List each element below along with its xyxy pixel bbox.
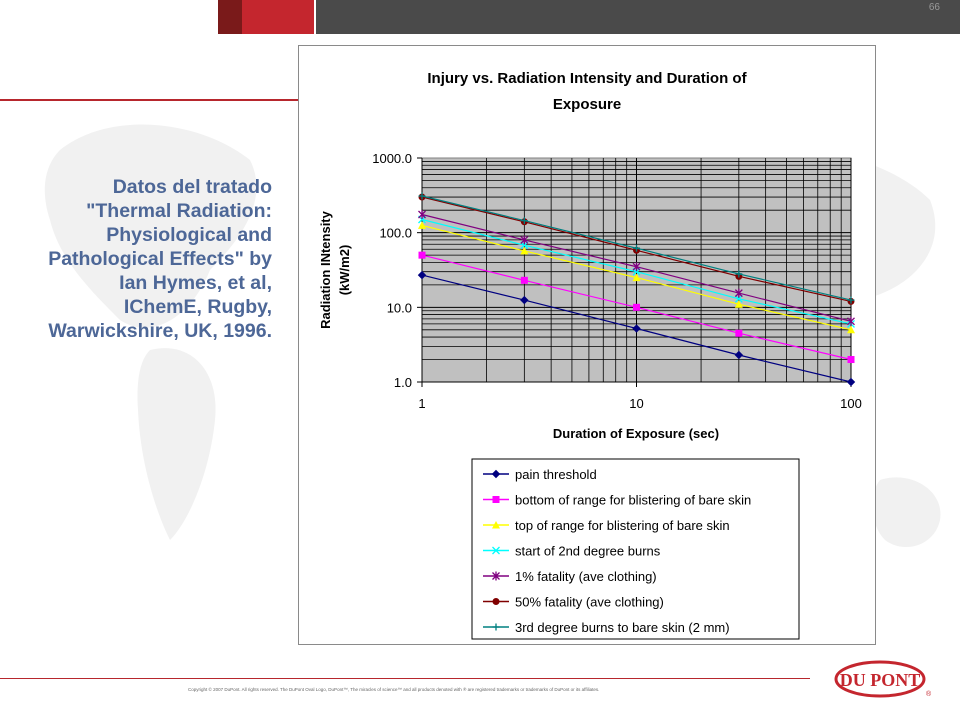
legend-label: pain threshold [515,467,597,482]
x-tick-label: 10 [629,396,644,411]
y-axis-label-line-1: Radiation INtensity [318,211,333,329]
chart-title-line-2: Exposure [552,96,622,113]
legend-marker [493,598,500,605]
y-tick-label: 1.0 [393,375,412,390]
footer-divider [0,678,810,679]
logo-registered-mark: ® [926,691,932,698]
legend-label: 1% fatality (ave clothing) [515,569,657,584]
header-accent-dark [218,0,242,34]
y-tick-label: 10.0 [386,300,412,316]
source-citation: Datos del tratado "Thermal Radiation: Physiological and Pathological Effects" by Ian Hymes, et al, IChemE, Rugby, Warwickshire, UK, 1996. [48,176,272,342]
copyright-notice: Copyright © 2007 DuPont. All rights reserved. The DuPont Oval Logo, DuPont™, The miracles of science™ and all products denoted with ® are registered trademarks or trademarks of DuPont or its affiliates. [188,687,600,692]
y-tick-label: 1000.0 [372,151,412,166]
dupont-logo [832,660,932,700]
data-point [419,252,426,259]
legend-label: bottom of range for blistering of bare skin [515,492,752,508]
chart-panel [298,45,876,645]
legend-label: 3rd degree burns to bare skin (2 mm) [515,620,730,635]
y-axis-label-line-2: (kW/m2) [337,244,352,296]
legend-label: top of range for blistering of bare skin [515,518,730,533]
x-tick-label: 100 [840,396,862,411]
legend-item [483,493,751,508]
x-axis-label: Duration of Exposure (sec) [552,426,720,441]
y-axis-ticks [372,151,422,390]
legend-item [483,620,730,635]
data-point [735,330,742,337]
chart-title-line-1: Injury vs. Radiation Intensity and Duration of [427,70,747,87]
x-axis-ticks [418,382,861,411]
data-point [521,277,528,284]
x-tick-label: 1 [418,396,426,411]
header-bar [316,0,960,34]
y-tick-label: 100.0 [379,225,412,241]
legend-marker [493,496,500,503]
data-point [848,356,855,363]
injury-radiation-chart [299,46,877,646]
legend-item [483,518,730,533]
logo-text: DU PONT [839,670,921,690]
data-point [633,304,640,311]
legend-label: 50% fatality (ave clothing) [515,594,664,610]
page-number: 66 [928,2,940,13]
legend-label: start of 2nd degree burns [515,543,661,559]
header-accent-red [242,0,314,34]
